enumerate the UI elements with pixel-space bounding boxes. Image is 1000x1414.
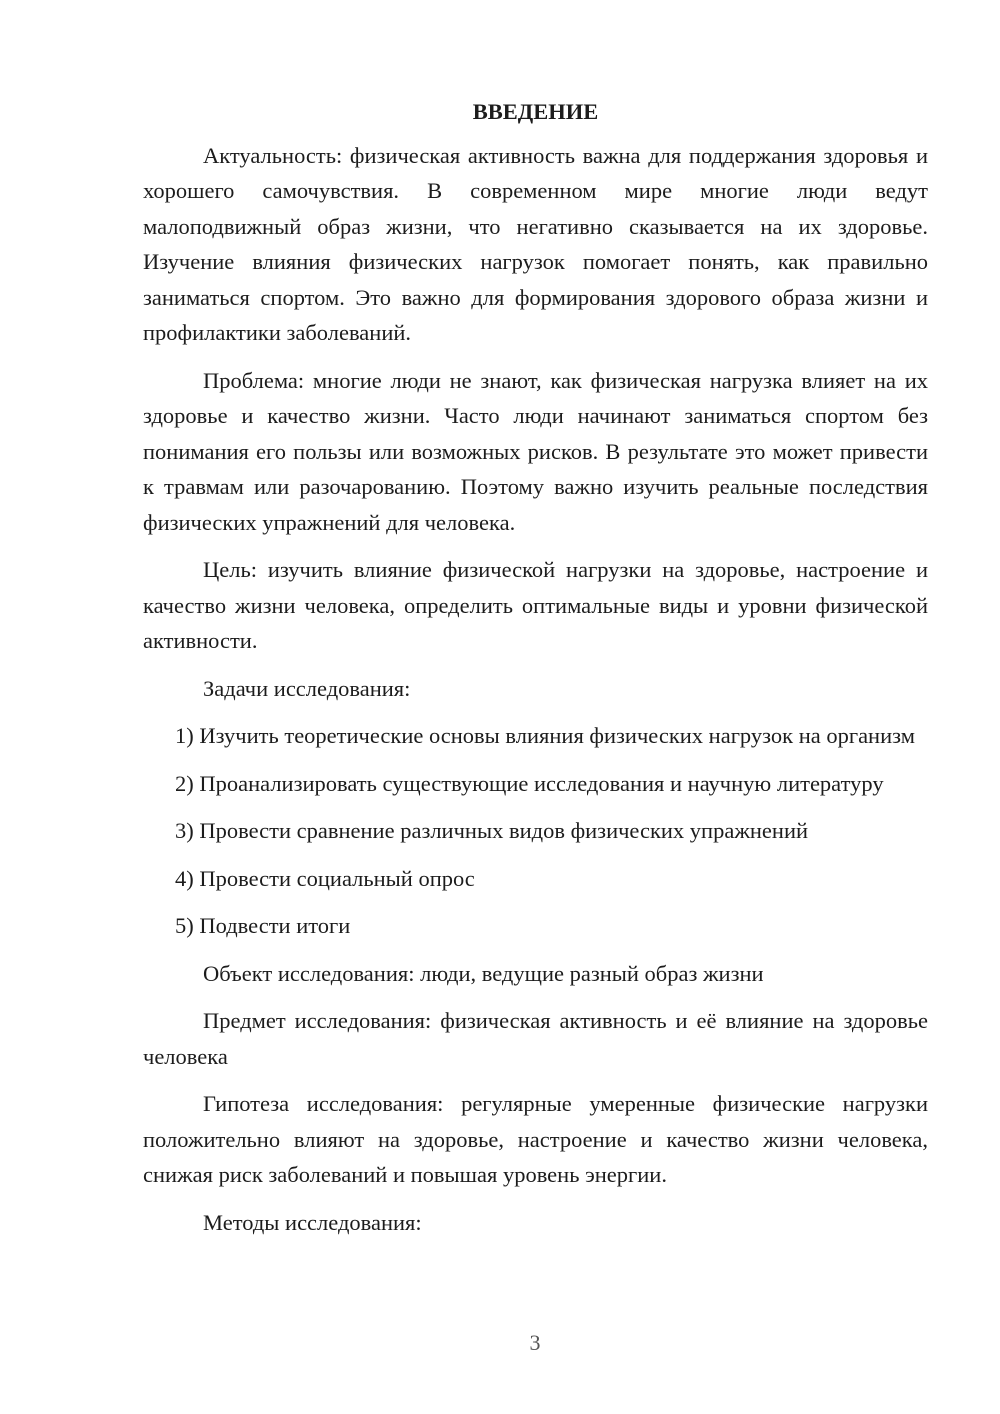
task-item-4: 4) Провести социальный опрос [175, 865, 475, 891]
methods-paragraph: Методы исследования: [203, 1209, 422, 1235]
object-paragraph: Объект исследования: люди, ведущие разный образ жизни [203, 960, 764, 986]
subject-paragraph: Предмет исследования: физическая активность и её влияние на здоровье человека [143, 1008, 928, 1069]
task-item-5: 5) Подвести итоги [175, 913, 351, 938]
page-number: 3 [529, 1330, 541, 1355]
goal-paragraph: Цель: изучить влияние физической нагрузки на здоровье, настроение и качество жизни человека, определить оптимальные виды и уровни физической активности. [143, 557, 928, 653]
problem-paragraph: Проблема: многие люди не знают, как физическая нагрузка влияет на их здоровье и качество жизни. Часто люди начинают заниматься спортом без понимания его пользы или возможных рисков. В результате это может привести к травмам или разочарованию. Поэтому важно изучить реальные последствия физических упражнений для человека. [143, 367, 928, 535]
relevance-paragraph: Актуальность: физическая активность важна для поддержания здоровья и хорошего самочувствия. В современном мире многие люди ведут малоподвижный образ жизни, что негативно сказывается на их здоровье. Изучение влияния физических нагрузок помогает понять, как правильно заниматься спортом. Это важно для формирования здорового образа жизни и профилактики заболеваний. [143, 142, 928, 345]
section-title: ВВЕДЕНИЕ [472, 99, 599, 124]
task-item-2: 2) Проанализировать существующие исследования и научную литературу [175, 770, 884, 796]
hypothesis-paragraph: Гипотеза исследования: регулярные умеренные физические нагрузки положительно влияют на здоровье, настроение и качество жизни человека, снижая риск заболеваний и повышая уровень энергии. [143, 1091, 928, 1187]
document-page [143, 94, 928, 1240]
tasks-label: Задачи исследования: [203, 675, 411, 701]
task-item-3: 3) Провести сравнение различных видов физических упражнений [175, 818, 809, 843]
task-item-1: 1) Изучить теоретические основы влияния физических нагрузок на организм [175, 723, 915, 748]
